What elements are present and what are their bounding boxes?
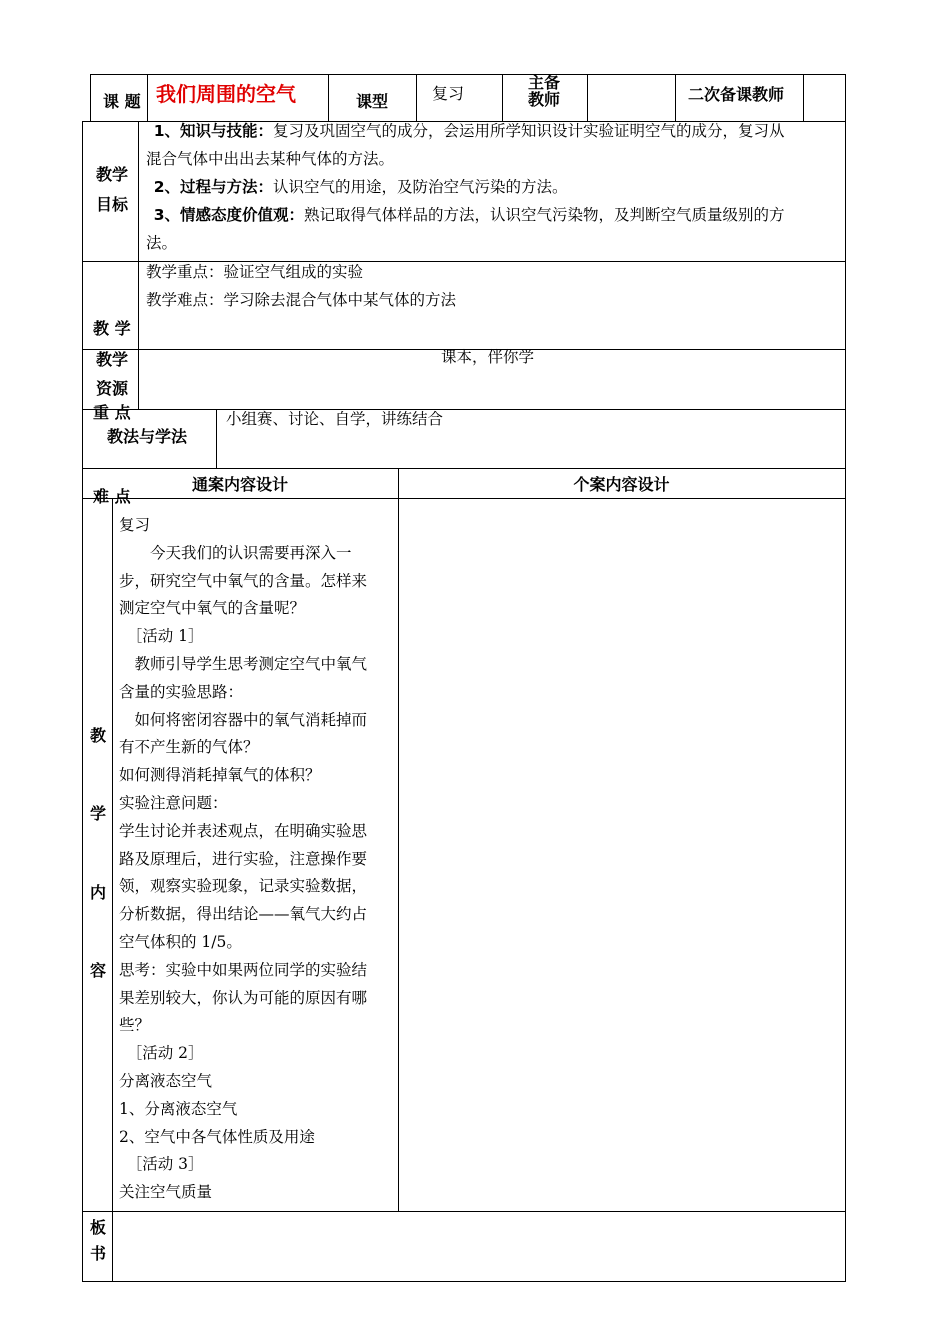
type-value: 复习 <box>432 84 465 103</box>
lesson-label: 课 题 <box>103 92 141 111</box>
key-points-label-line-1: 教 学 <box>93 319 131 338</box>
content-line: 2、空气中各气体性质及用途 <box>119 1127 315 1146</box>
board-label <box>90 1215 106 1267</box>
content-line: 今天我们的认识需要再深入一 <box>119 543 352 562</box>
objective-item <box>146 173 842 201</box>
table-right-border <box>845 74 846 1281</box>
content-line: 领，观察实验现象，记录实验数据， <box>119 877 368 896</box>
content-line: 分析数据，得出结论——氧气大约占 <box>119 905 368 924</box>
teacher-label <box>528 74 560 108</box>
content-line: 有不产生新的气体？ <box>119 738 259 757</box>
content-line: 1、分离液态空气 <box>119 1099 238 1118</box>
content-line: 教师引导学生思考测定空气中氧气 <box>119 654 368 673</box>
content-line: 思考：实验中如果两位同学的实验结 <box>119 960 368 979</box>
key-points-label-line-2: 重 点 <box>93 403 131 422</box>
objective-text: 复习及巩固空气的成分，会运用所学知识设计实验证明空气的成分，复习从 <box>273 122 785 140</box>
content-line: 空气体积的 1/5。 <box>119 932 242 951</box>
side-char-4: 容 <box>90 961 107 980</box>
border <box>138 349 139 409</box>
resources-label-line-1: 教学 <box>96 350 129 369</box>
border <box>82 498 846 499</box>
objective-item <box>146 201 842 229</box>
border <box>502 74 503 121</box>
content-line: 果差别较大，你认为可能的原因有哪 <box>119 988 368 1007</box>
methods-label: 教法与学法 <box>107 427 188 446</box>
type-label: 课型 <box>356 92 389 111</box>
second-teacher-label: 二次备课教师 <box>688 85 785 104</box>
objective-prefix: 2、过程与方法： <box>153 178 274 196</box>
key-points-label-line-3: 难 点 <box>93 487 131 506</box>
content-line: ［活动 1］ <box>119 627 204 646</box>
objective-item <box>146 117 842 145</box>
content-line: 分离液态空气 <box>119 1071 213 1090</box>
resources-value: 课本，伴你学 <box>441 348 535 366</box>
common-design-header: 通案内容设计 <box>191 474 288 494</box>
objective-prefix: 1、知识与技能： <box>153 122 274 140</box>
resources-label <box>96 345 128 403</box>
content-line: 些？ <box>119 1016 151 1035</box>
objectives-label-line-2: 目标 <box>96 195 129 214</box>
content-line: ［活动 3］ <box>119 1155 204 1174</box>
border <box>147 74 148 121</box>
border <box>138 121 139 261</box>
border <box>112 498 113 1281</box>
board-label-line-2: 书 <box>90 1244 107 1263</box>
side-char-2: 学 <box>90 804 107 823</box>
objective-text: 认识空气的用途，及防治空气污染的方法。 <box>273 178 568 196</box>
content-line: ［活动 2］ <box>119 1044 204 1063</box>
border <box>90 74 91 121</box>
teaching-difficulty: 教学难点：学习除去混合气体中某气体的方法 <box>146 291 457 309</box>
border <box>216 409 217 468</box>
content-line: 含量的实验思路： <box>119 682 244 701</box>
content-line: 关注空气质量 <box>119 1183 213 1202</box>
border <box>803 74 804 121</box>
content-line: 复习 <box>119 516 151 534</box>
header-top-border <box>90 74 846 75</box>
border <box>398 468 399 1211</box>
content-line: 测定空气中氧气的含量呢？ <box>119 599 306 618</box>
content-line: 实验注意问题： <box>119 793 228 812</box>
individual-design-header: 个案内容设计 <box>573 474 670 494</box>
content-line: 步，研究空气中氧气的含量。怎样来 <box>119 571 368 590</box>
content-line: 如何测得消耗掉氧气的体积？ <box>119 766 321 785</box>
content-line: 学生讨论并表述观点，在明确实验思 <box>119 821 368 840</box>
teacher-label-line-1: 主备 <box>528 73 561 92</box>
border <box>587 74 588 121</box>
teaching-focus: 教学重点：验证空气组成的实验 <box>146 263 364 281</box>
key-points-content <box>146 258 456 314</box>
content-line: 如何将密闭容器中的氧气消耗掉而 <box>119 710 368 729</box>
table-left-border <box>82 121 83 1281</box>
border <box>138 261 139 349</box>
border <box>328 74 329 121</box>
objectives-label <box>96 160 128 220</box>
teacher-label-line-2: 教师 <box>528 90 561 109</box>
lesson-title: 我们周围的空气 <box>156 82 296 106</box>
side-char-3: 内 <box>90 883 107 902</box>
common-design-content <box>119 512 395 1207</box>
content-line: 路及原理后，进行实验，注意操作要 <box>119 849 368 868</box>
table-bottom-border <box>82 1281 846 1282</box>
objective-text: 熟记取得气体样品的方法，认识空气污染物，及判断空气质量级别的方 <box>304 206 785 224</box>
objectives-content <box>146 117 842 257</box>
border <box>675 74 676 121</box>
side-char-1: 教 <box>90 726 107 745</box>
objective-text-continued: 混合气体中出出去某种气体的方法。 <box>146 150 395 168</box>
objectives-label-line-1: 教学 <box>96 165 129 184</box>
resources-label-line-2: 资源 <box>96 379 129 398</box>
methods-value: 小组赛、讨论、自学，讲练结合 <box>226 410 444 428</box>
board-label-line-1: 板 <box>90 1218 107 1237</box>
border <box>82 409 846 410</box>
border <box>82 1211 846 1212</box>
objective-prefix: 3、情感态度价值观： <box>153 206 305 224</box>
border <box>416 74 417 121</box>
objective-text-continued: 法。 <box>146 234 178 252</box>
